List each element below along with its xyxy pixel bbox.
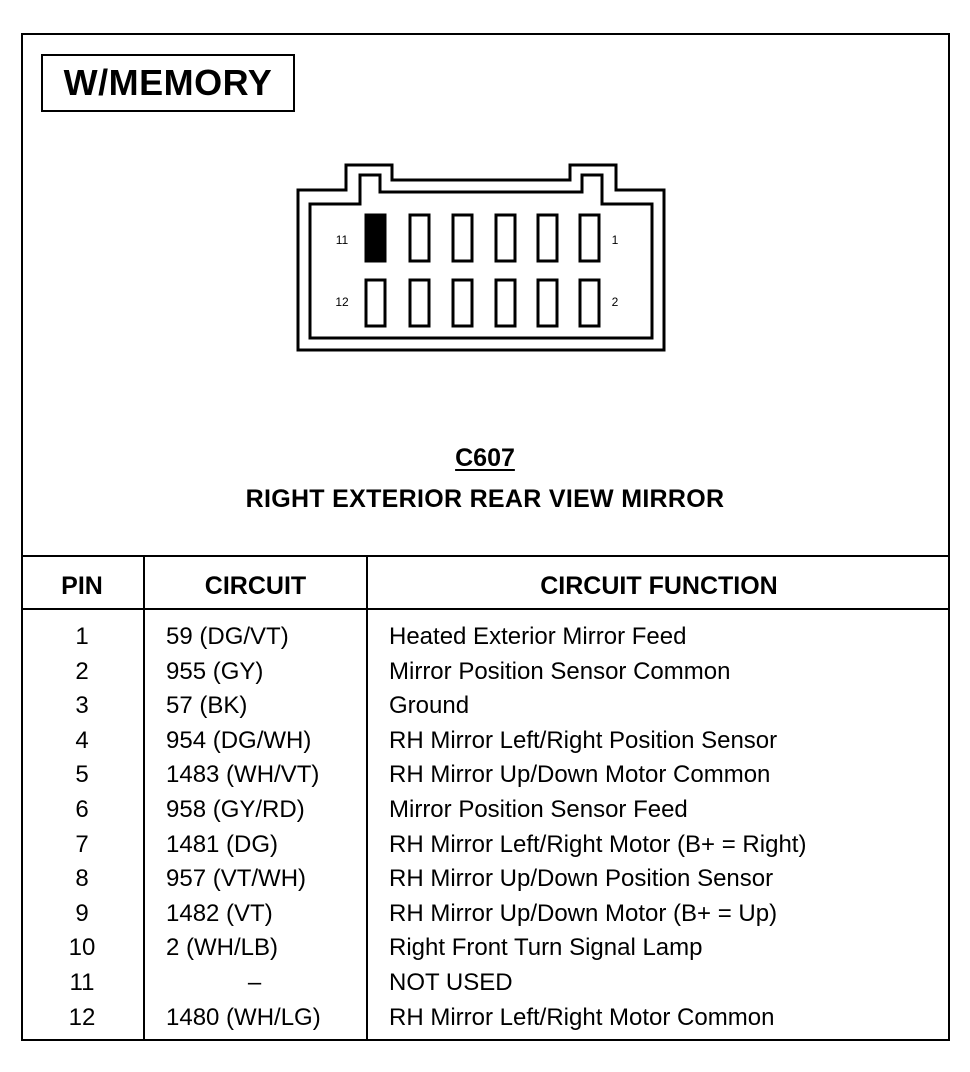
cavity-pin-2 xyxy=(580,280,599,326)
connector-id-text: C607 xyxy=(455,444,515,472)
circuit-function: Mirror Position Sensor Feed xyxy=(389,796,688,823)
pin-label-1: 1 xyxy=(611,233,619,247)
cavity-pin-12 xyxy=(366,280,385,326)
table-row xyxy=(21,793,950,828)
cavity-pin-1 xyxy=(580,215,599,261)
circuit-function: NOT USED xyxy=(389,969,513,996)
cavity-pin-6 xyxy=(496,280,515,326)
table-row xyxy=(21,897,950,932)
table-row xyxy=(21,689,950,724)
circuit-function: Mirror Position Sensor Common xyxy=(389,657,731,685)
circuit-code: 1483 (WH/VT) xyxy=(166,761,320,789)
table-row xyxy=(21,966,950,1001)
circuit-code: 955 (GY) xyxy=(166,657,264,685)
circuit-code: 59 (DG/VT) xyxy=(166,623,289,650)
memory-badge: W/MEMORY xyxy=(41,54,295,112)
circuit-function: RH Mirror Left/Right Motor Common xyxy=(389,1003,775,1031)
circuit-code: 954 (DG/WH) xyxy=(166,726,312,754)
pin-number: 11 xyxy=(69,969,95,996)
table-row xyxy=(21,758,950,793)
table-row xyxy=(21,655,950,690)
circuit-function: Heated Exterior Mirror Feed xyxy=(389,623,687,650)
circuit-code: 2 (WH/LB) xyxy=(166,934,279,962)
table-header-line xyxy=(21,608,950,610)
cavity-pin-8 xyxy=(453,280,472,326)
pin-number: 10 xyxy=(68,934,96,962)
circuit-function: Ground xyxy=(389,692,470,720)
cavity-pin-4 xyxy=(538,280,557,326)
table-row xyxy=(21,862,950,897)
circuit-function: RH Mirror Left/Right Position Sensor xyxy=(389,726,778,754)
pin-number: 6 xyxy=(75,796,89,823)
cavity-pin-10 xyxy=(410,280,429,326)
pin-number: 7 xyxy=(75,830,89,858)
circuit-code: 57 (BK) xyxy=(166,692,248,720)
pin-label-12: 12 xyxy=(335,295,349,309)
table-top-line xyxy=(21,555,950,557)
circuit-code: 1482 (VT) xyxy=(166,899,273,927)
connector-inner-shell xyxy=(310,175,652,338)
pin-label-11: 11 xyxy=(335,233,349,247)
pin-number: 9 xyxy=(75,899,89,927)
circuit-code: 1480 (WH/LG) xyxy=(166,1003,321,1031)
connector-id xyxy=(0,444,970,473)
circuit-function: RH Mirror Up/Down Motor (B+ = Up) xyxy=(389,899,778,927)
circuit-code: 1481 (DG) xyxy=(166,830,279,858)
connector-name: RIGHT EXTERIOR REAR VIEW MIRROR xyxy=(245,485,725,513)
cavity-pin-7 xyxy=(453,215,472,261)
pin-number: 3 xyxy=(75,692,89,720)
table-row xyxy=(21,620,950,655)
connector-face-diagram xyxy=(0,0,970,420)
header-circuit-function: CIRCUIT FUNCTION xyxy=(540,572,778,600)
cavity-pin-9 xyxy=(410,215,429,261)
pin-number: 5 xyxy=(75,761,89,789)
table-row xyxy=(21,828,950,863)
cavity-pin-5 xyxy=(496,215,515,261)
circuit-function: RH Mirror Left/Right Motor (B+ = Right) xyxy=(389,830,807,858)
pin-label-2: 2 xyxy=(611,295,619,309)
circuit-code: 957 (VT/WH) xyxy=(166,865,307,893)
table-row xyxy=(21,724,950,759)
cavity-pin-11 xyxy=(366,215,385,261)
table-row xyxy=(21,1001,950,1036)
circuit-code: 958 (GY/RD) xyxy=(166,796,305,823)
table-row xyxy=(21,931,950,966)
pin-number: 4 xyxy=(75,726,89,754)
cavity-pin-3 xyxy=(538,215,557,261)
circuit-function: RH Mirror Up/Down Motor Common xyxy=(389,761,771,789)
pin-number: 1 xyxy=(75,623,89,650)
pin-number: 12 xyxy=(68,1003,96,1031)
circuit-code: – xyxy=(247,969,262,996)
pin-number: 8 xyxy=(75,865,89,893)
circuit-function: Right Front Turn Signal Lamp xyxy=(389,934,703,962)
pin-number: 2 xyxy=(75,657,89,685)
header-pin: PIN xyxy=(61,572,103,600)
header-circuit: CIRCUIT xyxy=(204,572,307,600)
circuit-function: RH Mirror Up/Down Position Sensor xyxy=(389,865,774,893)
